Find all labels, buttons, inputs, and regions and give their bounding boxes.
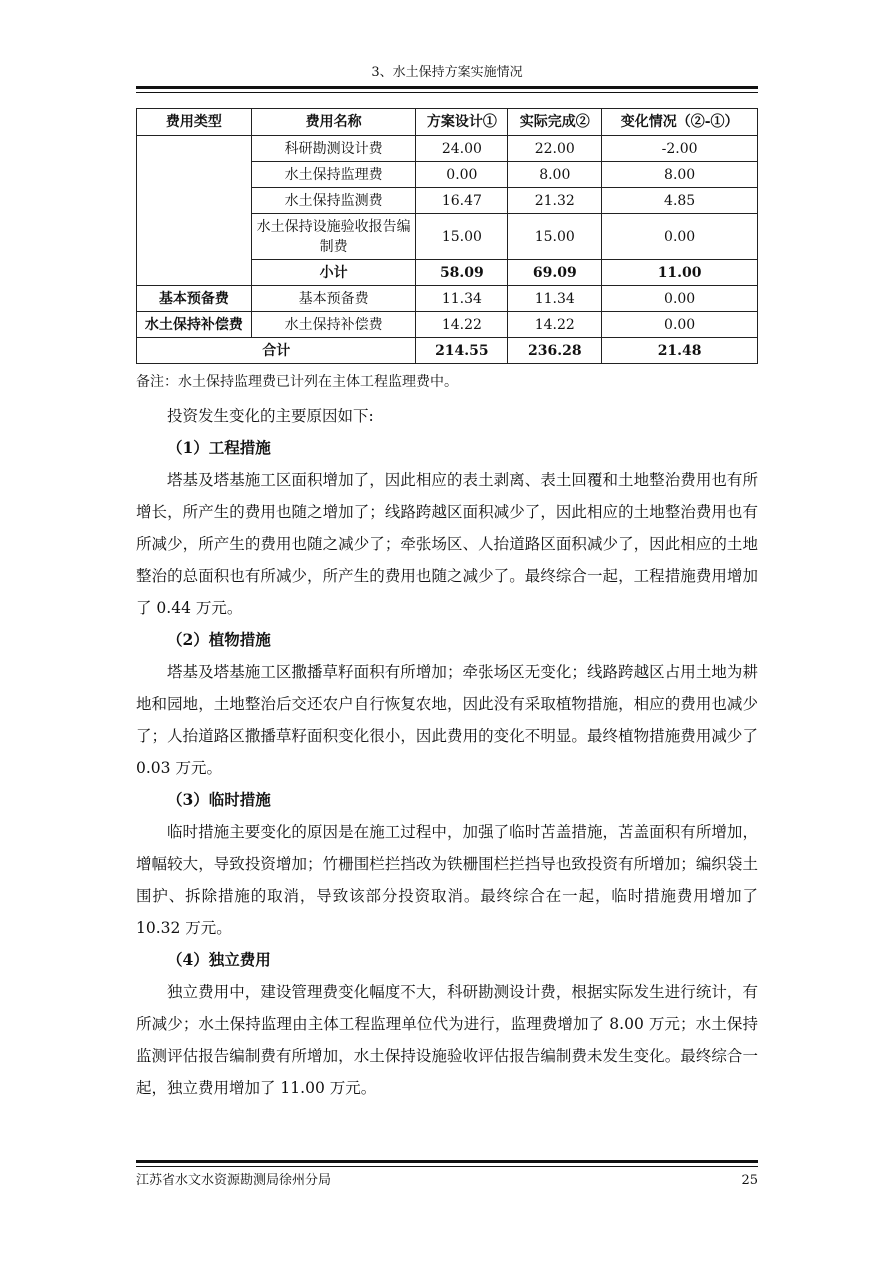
actual-value: 22.00 (508, 136, 602, 162)
fee-table (136, 108, 758, 364)
section-text-plant: 塔基及塔基施工区撒播草籽面积有所增加；牵张场区无变化；线路跨越区占用土地为耕地和园地，土地整治后交还农户自行恢复农地，因此没有采取植物措施，相应的费用也减少了；人抬道路区撒播草籽面积变化很小，因此费用的变化不明显。最终植物措施费用减少了 0.03 万元。 (136, 663, 758, 777)
section-heading-independent: （4）独立费用 (167, 950, 271, 969)
change-value: 8.00 (602, 162, 758, 188)
actual-value: 11.34 (508, 286, 602, 312)
design-value: 0.00 (416, 162, 508, 188)
fee-name: 水土保持补偿费 (251, 312, 416, 338)
footer-org: 江苏省水文水资源勘测局徐州分局 (136, 1173, 332, 1188)
col-header-type: 费用类型 (137, 109, 252, 136)
actual-value: 14.22 (508, 312, 602, 338)
change-value: 4.85 (602, 188, 758, 214)
fee-name: 水土保持监测费 (251, 188, 416, 214)
change-value: 0.00 (602, 214, 758, 260)
intro-paragraph: 投资发生变化的主要原因如下: (167, 407, 374, 425)
section-heading-temporary: （3）临时措施 (167, 790, 271, 809)
fee-name: 基本预备费 (251, 286, 416, 312)
header-rule-thin (136, 92, 758, 93)
subtotal-label: 小计 (251, 260, 416, 286)
fee-type: 基本预备费 (137, 286, 252, 312)
section-text-independent: 独立费用中，建设管理费变化幅度不大，科研勘测设计费，根据实际发生进行统计，有所减少；水土保持监理由主体工程监理单位代为进行，监理费增加了 8.00 万元；水土保持监测评估报告编制费有所增加，水土保持设施验收评估报告编制费未发生变化。最终综合一起，独立费用增加了 11.00 万元。 (136, 983, 758, 1097)
table-note: 备注：水土保持监理费已计列在主体工程监理费中。 (136, 374, 458, 390)
fee-name: 科研勘测设计费 (251, 136, 416, 162)
section-text-temporary: 临时措施主要变化的原因是在施工过程中，加强了临时苫盖措施，苫盖面积有所增加，增幅较大，导致投资增加；竹栅围栏拦挡改为铁栅围栏拦挡导也致投资有所增加；编织袋土围护、拆除措施的取消，导致该部分投资取消。最终综合在一起，临时措施费用增加了 10.32 万元。 (136, 823, 758, 937)
col-header-actual: 实际完成② (508, 109, 602, 136)
design-value: 14.22 (416, 312, 508, 338)
section-heading-engineering: （1）工程措施 (167, 438, 271, 457)
header-rule (136, 86, 758, 89)
footer-rule-thin (136, 1166, 758, 1167)
change-value: 11.00 (602, 260, 758, 286)
change-value: 0.00 (602, 286, 758, 312)
total-design: 214.55 (416, 338, 508, 364)
table-row (137, 312, 758, 338)
table-header-row (137, 109, 758, 136)
table-row (137, 286, 758, 312)
section-text-engineering: 塔基及塔基施工区面积增加了，因此相应的表土剥离、表土回覆和土地整治费用也有所增长，所产生的费用也随之增加了；线路跨越区面积减少了，因此相应的土地整治费用也有所减少，所产生的费用也随之减少了；牵张场区、人抬道路区面积减少了，因此相应的土地整治的总面积也有所减少，所产生的费用也随之减少了。最终综合一起，工程措施费用增加了 0.44 万元。 (136, 471, 758, 617)
design-value: 24.00 (416, 136, 508, 162)
design-value: 11.34 (416, 286, 508, 312)
fee-name: 水土保持监理费 (251, 162, 416, 188)
actual-value: 69.09 (508, 260, 602, 286)
actual-value: 15.00 (508, 214, 602, 260)
change-value: -2.00 (602, 136, 758, 162)
page-number: 25 (741, 1173, 758, 1188)
total-row (137, 338, 758, 364)
fee-name: 水土保持设施验收报告编制费 (251, 214, 416, 260)
total-actual: 236.28 (508, 338, 602, 364)
col-header-change: 变化情况（②-①） (602, 109, 758, 136)
actual-value: 21.32 (508, 188, 602, 214)
section-heading-plant: （2）植物措施 (167, 630, 271, 649)
body-text (136, 400, 758, 1104)
change-value: 0.00 (602, 312, 758, 338)
total-change: 21.48 (602, 338, 758, 364)
design-value: 15.00 (416, 214, 508, 260)
design-value: 58.09 (416, 260, 508, 286)
design-value: 16.47 (416, 188, 508, 214)
col-header-name: 费用名称 (251, 109, 416, 136)
col-header-design: 方案设计① (416, 109, 508, 136)
actual-value: 8.00 (508, 162, 602, 188)
type-cell-independent (137, 136, 252, 286)
footer-rule (136, 1160, 758, 1163)
total-label: 合计 (137, 338, 416, 364)
page-header: 3、水土保持方案实施情况 (371, 65, 523, 80)
table-row (137, 136, 758, 162)
fee-type: 水土保持补偿费 (137, 312, 252, 338)
